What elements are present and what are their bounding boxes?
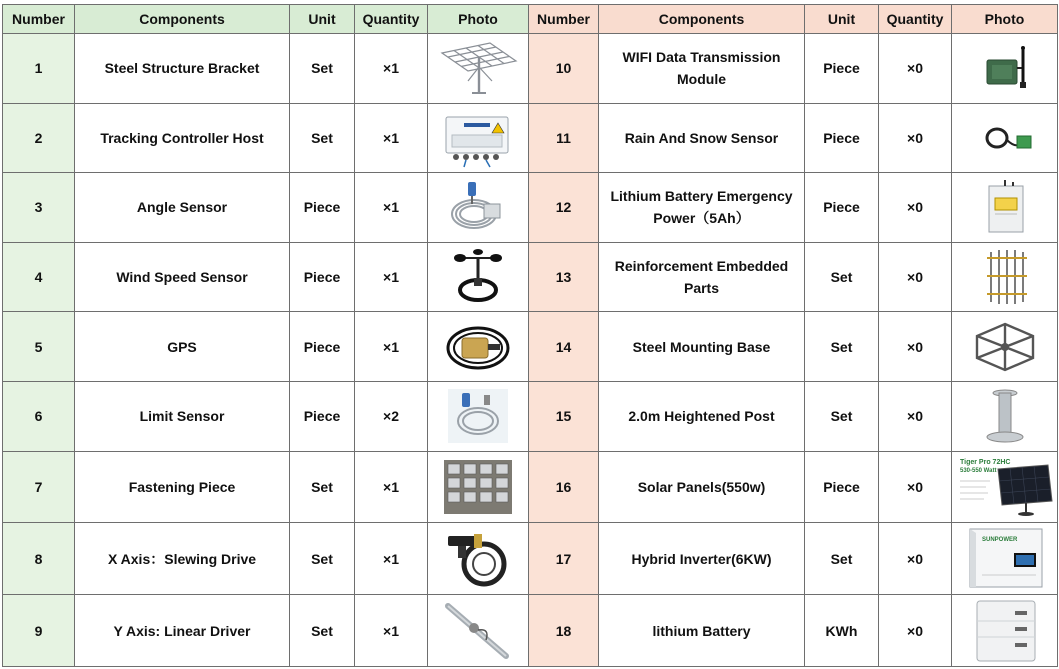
item-number: 1	[3, 34, 75, 104]
item-component: Reinforcement Embedded Parts	[599, 242, 805, 312]
header-components-right: Components	[599, 5, 805, 34]
item-quantity: ×0	[879, 173, 952, 243]
item-unit: Piece	[290, 312, 355, 382]
item-component: Wind Speed Sensor	[75, 242, 290, 312]
table-row	[3, 595, 1058, 667]
item-number: 14	[529, 312, 599, 382]
item-quantity: ×1	[355, 595, 428, 667]
item-component: Steel Mounting Base	[599, 312, 805, 382]
angle-sensor-photo	[428, 173, 529, 243]
item-component: Tracking Controller Host	[75, 103, 290, 173]
header-components-left: Components	[75, 5, 290, 34]
item-number: 15	[529, 381, 599, 451]
item-quantity: ×1	[355, 34, 428, 104]
header-unit-left: Unit	[290, 5, 355, 34]
item-number: 2	[3, 103, 75, 173]
heightened-post-photo	[952, 381, 1058, 451]
mounting-base-photo	[952, 312, 1058, 382]
lithium-battery-photo	[952, 595, 1058, 667]
item-number: 4	[3, 242, 75, 312]
embedded-parts-photo	[952, 242, 1058, 312]
item-number: 12	[529, 173, 599, 243]
item-component: Angle Sensor	[75, 173, 290, 243]
item-unit: Piece	[805, 34, 879, 104]
item-quantity: ×0	[879, 381, 952, 451]
item-quantity: ×0	[879, 34, 952, 104]
header-quantity-right: Quantity	[879, 5, 952, 34]
fastening-piece-photo	[428, 451, 529, 523]
item-quantity: ×1	[355, 173, 428, 243]
item-component: WIFI Data Transmission Module	[599, 34, 805, 104]
item-component: Hybrid Inverter(6KW)	[599, 523, 805, 595]
item-quantity: ×0	[879, 312, 952, 382]
item-quantity: ×0	[879, 523, 952, 595]
solar-panel-photo	[952, 451, 1058, 523]
item-quantity: ×2	[355, 381, 428, 451]
gps-photo	[428, 312, 529, 382]
components-table	[2, 4, 1058, 667]
header-quantity-left: Quantity	[355, 5, 428, 34]
limit-sensor-photo	[428, 381, 529, 451]
item-unit: Set	[805, 312, 879, 382]
item-quantity: ×0	[879, 103, 952, 173]
table-row	[3, 242, 1058, 312]
linear-driver-photo	[428, 595, 529, 667]
item-quantity: ×1	[355, 451, 428, 523]
item-component: Limit Sensor	[75, 381, 290, 451]
wifi-module-photo	[952, 34, 1058, 104]
item-quantity: ×0	[879, 595, 952, 667]
item-unit: Set	[290, 595, 355, 667]
item-quantity: ×1	[355, 103, 428, 173]
item-component: Solar Panels(550w)	[599, 451, 805, 523]
table-row	[3, 381, 1058, 451]
table-row	[3, 34, 1058, 104]
item-number: 7	[3, 451, 75, 523]
item-unit: Piece	[290, 173, 355, 243]
item-quantity: ×1	[355, 523, 428, 595]
solar-panel-sub: 530-550 Watt	[960, 467, 997, 474]
item-quantity: ×1	[355, 312, 428, 382]
header-photo-left: Photo	[428, 5, 529, 34]
item-component: Rain And Snow Sensor	[599, 103, 805, 173]
item-number: 10	[529, 34, 599, 104]
item-number: 18	[529, 595, 599, 667]
solar-panel-title: Tiger Pro 72HC	[960, 458, 1011, 466]
item-number: 6	[3, 381, 75, 451]
emergency-battery-photo	[952, 173, 1058, 243]
item-unit: Set	[290, 451, 355, 523]
item-component: GPS	[75, 312, 290, 382]
item-number: 5	[3, 312, 75, 382]
header-number-left: Number	[3, 5, 75, 34]
item-unit: Piece	[290, 381, 355, 451]
table-row	[3, 451, 1058, 523]
item-component: 2.0m Heightened Post	[599, 381, 805, 451]
item-unit: Set	[805, 523, 879, 595]
rain-sensor-photo	[952, 103, 1058, 173]
item-number: 8	[3, 523, 75, 595]
item-number: 13	[529, 242, 599, 312]
header-photo-right: Photo	[952, 5, 1058, 34]
slewing-drive-photo	[428, 523, 529, 595]
table-row	[3, 523, 1058, 595]
wind-sensor-photo	[428, 242, 529, 312]
item-number: 11	[529, 103, 599, 173]
item-unit: Set	[290, 523, 355, 595]
item-component: Lithium Battery Emergency Power（5Ah）	[599, 173, 805, 243]
header-unit-right: Unit	[805, 5, 879, 34]
item-component: X Axis：Slewing Drive	[75, 523, 290, 595]
header-number-right: Number	[529, 5, 599, 34]
item-unit: Piece	[805, 451, 879, 523]
item-number: 16	[529, 451, 599, 523]
item-number: 9	[3, 595, 75, 667]
item-unit: Set	[805, 242, 879, 312]
item-quantity: ×1	[355, 242, 428, 312]
header-row	[3, 5, 1058, 34]
item-component: Fastening Piece	[75, 451, 290, 523]
item-quantity: ×0	[879, 451, 952, 523]
item-quantity: ×0	[879, 242, 952, 312]
item-component: lithium Battery	[599, 595, 805, 667]
item-unit: Piece	[290, 242, 355, 312]
item-component: Y Axis: Linear Driver	[75, 595, 290, 667]
table-row	[3, 173, 1058, 243]
table-row	[3, 103, 1058, 173]
item-unit: Set	[290, 103, 355, 173]
inverter-brand: SUNPOWER	[982, 536, 1018, 543]
table-row	[3, 312, 1058, 382]
item-unit: Set	[290, 34, 355, 104]
controller-host-photo	[428, 103, 529, 173]
item-number: 3	[3, 173, 75, 243]
item-unit: Piece	[805, 173, 879, 243]
item-number: 17	[529, 523, 599, 595]
steel-bracket-photo	[428, 34, 529, 104]
item-unit: Piece	[805, 103, 879, 173]
item-unit: KWh	[805, 595, 879, 667]
item-component: Steel Structure Bracket	[75, 34, 290, 104]
hybrid-inverter-photo	[952, 523, 1058, 595]
item-unit: Set	[805, 381, 879, 451]
